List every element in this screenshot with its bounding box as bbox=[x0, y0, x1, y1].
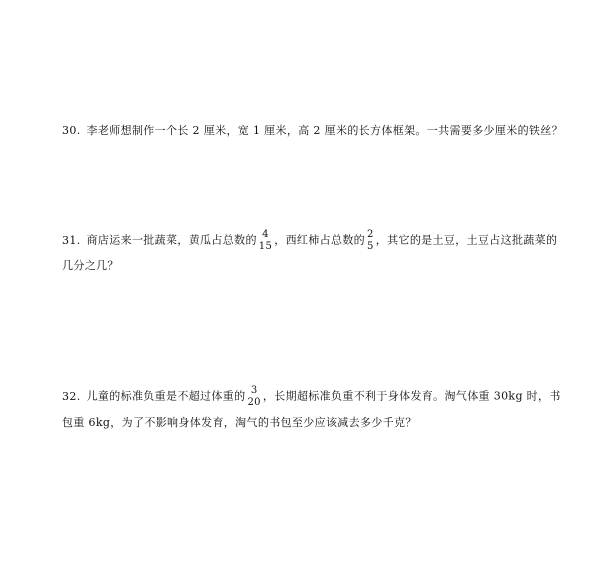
question-number: 31. bbox=[62, 233, 81, 247]
question-text: ，长期超标准负重不利于身体发育。淘气体重 30kg 时，书 bbox=[262, 389, 561, 403]
question-32-line-2: 包重 6kg，为了不影响身体发育，淘气的书包至少应该减去多少千克？ bbox=[62, 416, 417, 429]
fraction-denominator: 5 bbox=[367, 241, 374, 252]
fraction-numerator: 2 bbox=[367, 229, 374, 240]
fraction-denominator: 15 bbox=[258, 241, 273, 252]
question-text: 商店运来一批蔬菜，黄瓜占总数的 bbox=[86, 233, 257, 247]
fraction-numerator: 4 bbox=[262, 229, 269, 240]
question-text: 儿童的标准负重是不超过体重的 bbox=[86, 389, 246, 403]
question-31-line-2: 几分之几？ bbox=[62, 259, 119, 272]
fraction bbox=[259, 229, 272, 252]
fraction bbox=[367, 229, 374, 252]
question-text: ，其它的是土豆，土豆占这批蔬菜的 bbox=[375, 233, 558, 247]
question-32 bbox=[62, 385, 561, 408]
question-31 bbox=[62, 229, 557, 252]
question-text: 李老师想制作一个长 2 厘米，宽 1 厘米，高 2 厘米的长方体框架。一共需要多少厘米的铁丝？ bbox=[86, 124, 563, 137]
question-number: 30. bbox=[62, 124, 81, 137]
fraction-numerator: 3 bbox=[250, 385, 258, 396]
question-30 bbox=[62, 124, 563, 138]
question-text: ，西红柿占总数的 bbox=[274, 233, 366, 247]
fraction bbox=[247, 385, 260, 408]
question-number: 32. bbox=[62, 389, 81, 403]
fraction-denominator: 20 bbox=[247, 397, 261, 408]
